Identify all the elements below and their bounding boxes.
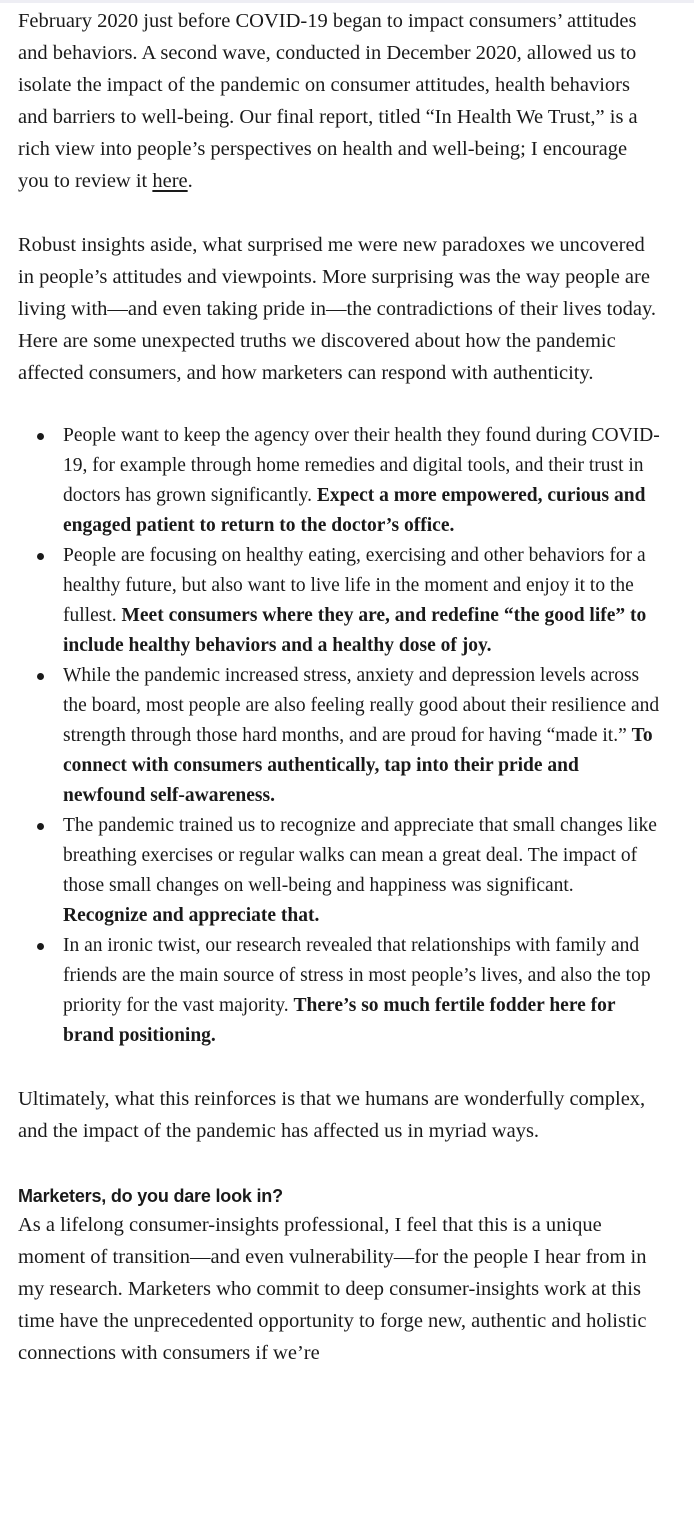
intro-paragraph xyxy=(18,5,662,197)
bullet-dot-icon xyxy=(37,943,44,950)
list-item xyxy=(18,661,662,811)
paradoxes-paragraph: Robust insights aside, what surprised me were new paradoxes we uncovered in people’s attitudes and viewpoints. More surprising was the way people are living with—and even taking pride in—the contradictions of their lives today. Here are some unexpected truths we discovered about how the pandemic affected consumers, and how marketers can respond with authenticity. xyxy=(18,234,657,384)
list-item-text: In an ironic twist, our research revealed that relationships with family and friends are the main source of stress in most people’s lives, and also the top priority for the vast majority. xyxy=(63,935,651,1016)
list-item xyxy=(18,421,662,541)
insights-list xyxy=(18,421,662,1051)
intro-text-end: . xyxy=(187,170,193,192)
final-paragraph: As a lifelong consumer-insights professional, I feel that this is a unique moment of transition—and even vulnerability—for the people I hear from in my research. Marketers who commit to deep consumer-insights work at this time have the unprecedented opportunity to forge new, authentic and holistic connections with consumers if we’re xyxy=(18,1214,647,1364)
bullet-dot-icon xyxy=(37,553,44,560)
list-item-emphasis: Expect a more empowered, curious and engaged patient to return to the doctor’s office. xyxy=(63,485,646,536)
bullet-dot-icon xyxy=(37,433,44,440)
list-item-text: People want to keep the agency over their health they found during COVID-19, for example through home remedies and digital tools, and their trust in doctors has grown significantly. xyxy=(63,425,660,506)
list-item xyxy=(18,541,662,661)
list-item-emphasis: There’s so much fertile fodder here for brand positioning. xyxy=(63,995,616,1046)
list-item-emphasis: To connect with consumers authentically, tap into their pride and newfound self-awareness. xyxy=(63,725,653,806)
ultimately-paragraph: Ultimately, what this reinforces is that we humans are wonderfully complex, and the impact of the pandemic has affected us in myriad ways. xyxy=(18,1088,646,1142)
list-item-text: While the pandemic increased stress, anxiety and depression levels across the board, most people are also feeling really good about their resilience and strength through those hard months, and are proud for having “made it.” xyxy=(63,665,660,746)
top-divider xyxy=(0,0,694,3)
article-body xyxy=(18,5,662,1369)
list-item-emphasis: Meet consumers where they are, and redefine “the good life” to include healthy behaviors and a healthy dose of joy. xyxy=(63,605,647,656)
bullet-dot-icon xyxy=(37,823,44,830)
list-item xyxy=(18,811,662,931)
section-heading: Marketers, do you dare look in? xyxy=(18,1186,283,1206)
intro-text: February 2020 just before COVID-19 began to impact consumers’ attitudes and behaviors. A second wave, conducted in December 2020, allowed us to isolate the impact of the pandemic on consumer attitudes, health behaviors and barriers to well-being. Our final report, titled “In Health We Trust,” is a rich view into people’s perspectives on health and well-being; I encourage you to review it xyxy=(18,10,638,192)
list-item-emphasis: Recognize and appreciate that. xyxy=(63,905,320,926)
list-item-text: The pandemic trained us to recognize and appreciate that small changes like breathing exercises or regular walks can mean a great deal. The impact of those small changes on well-being and happiness was significant. xyxy=(63,815,657,896)
list-item-text: People are focusing on healthy eating, exercising and other behaviors for a healthy future, but also want to live life in the moment and enjoy it to the fullest. xyxy=(63,545,646,626)
bullet-dot-icon xyxy=(37,673,44,680)
list-item xyxy=(18,931,662,1051)
report-link[interactable]: here xyxy=(152,170,188,192)
